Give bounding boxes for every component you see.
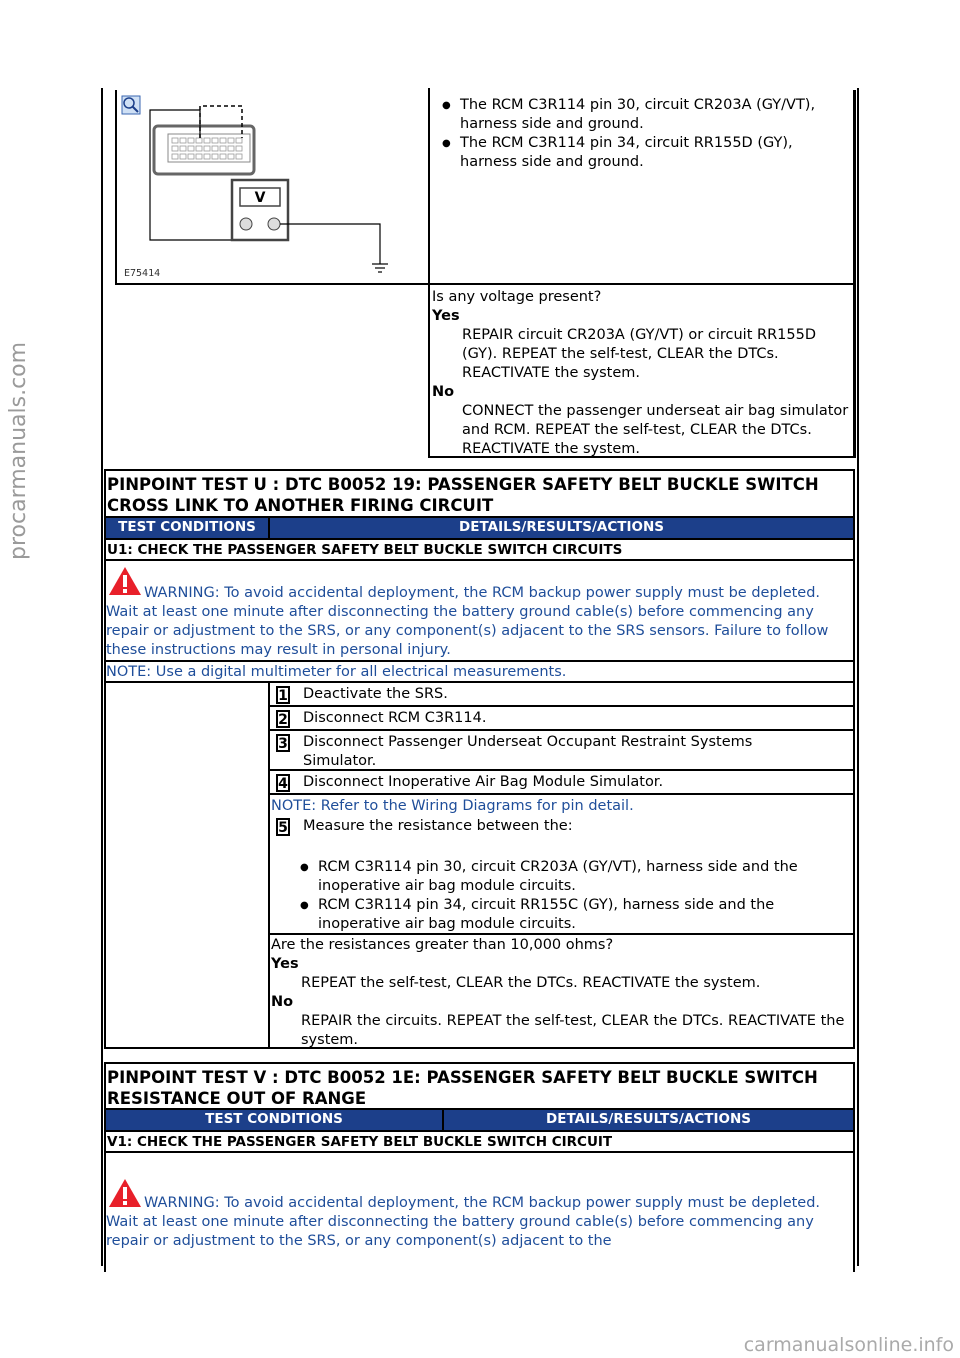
step-text: Disconnect Inoperative Air Bag Module Simulator. <box>303 774 664 790</box>
test-u-warning: WARNING: To avoid accidental deployment, the RCM backup power supply must be depleted. Wait at least one minute after disconnecting the battery ground cable(s) before commencing any repair or adjustment to the SRS, or any component(s) adjacent to the SRS sensors. Failure to follow these instructions may result in personal injury. <box>106 585 829 658</box>
step-number: 1 <box>276 686 290 704</box>
wiring-figure <box>118 92 426 282</box>
test-v-warning: WARNING: To avoid accidental deployment, the RCM backup power supply must be depleted. Wait at least one minute after disconnecting the battery ground cable(s) before commencing any repair or adjustment to the SRS, or any component(s) adjacent to the <box>106 1195 821 1249</box>
top-question-block <box>432 288 854 459</box>
bullet-item: ● The RCM C3R114 pin 34, circuit RR155D (GY), harness side and ground. <box>440 134 850 172</box>
step-number: 5 <box>276 818 290 836</box>
site-watermark-vertical: procarmanuals.com <box>6 341 31 560</box>
step-number: 4 <box>276 774 290 792</box>
step-number: 2 <box>276 710 290 728</box>
top-table-divider <box>428 88 430 458</box>
no-action: REPAIR the circuits. REPEAT the self-test, CLEAR the DTCs. REACTIVATE the system. <box>301 1013 845 1048</box>
test-u-col-conditions: TEST CONDITIONS <box>106 518 268 538</box>
zoom-icon <box>122 96 140 114</box>
yes-label: Yes <box>432 308 460 324</box>
test-u-col-details: DETAILS/RESULTS/ACTIONS <box>270 518 853 538</box>
step-text: Disconnect Passenger Underseat Occupant Restraint Systems Simulator. <box>303 734 753 769</box>
no-label: No <box>432 384 455 400</box>
top-table-row-divider <box>115 283 856 285</box>
question-text: Are the resistances greater than 10,000 ohms? <box>271 937 614 953</box>
test-u-title: PINPOINT TEST U : DTC B0052 19: PASSENGER SAFETY BELT BUCKLE SWITCH CROSS LINK TO ANOTHER FIRING CIRCUIT <box>107 475 819 515</box>
top-bullet-list <box>440 96 850 172</box>
no-label: No <box>271 994 294 1010</box>
test-v-col-details: DETAILS/RESULTS/ACTIONS <box>444 1110 853 1130</box>
svg-text:V: V <box>254 190 266 206</box>
no-action: CONNECT the passenger underseat air bag simulator and RCM. REPEAT the self-test, CLEAR the DTCs. REACTIVATE the system. <box>462 403 849 457</box>
right-margin-line <box>857 88 859 1266</box>
step-text: Measure the resistance between the: <box>303 818 573 834</box>
yes-action: REPAIR circuit CR203A (GY/VT) or circuit RR155D (GY). REPEAT the self-test, CLEAR the DTCs. REACTIVATE the system. <box>462 327 816 381</box>
yes-label: Yes <box>271 956 299 972</box>
voltmeter-diagram <box>118 92 426 282</box>
yes-action: REPEAT the self-test, CLEAR the DTCs. REACTIVATE the system. <box>301 975 761 991</box>
svg-text:E75414: E75414 <box>124 268 161 279</box>
bullet-item: ● RCM C3R114 pin 34, circuit RR155C (GY), harness side and the inoperative air bag module circuits. <box>298 896 846 934</box>
step-number: 3 <box>276 734 290 752</box>
ground-symbol <box>372 264 388 272</box>
test-v-col-conditions: TEST CONDITIONS <box>106 1110 442 1130</box>
step-text: Disconnect RCM C3R114. <box>303 710 487 726</box>
test-u-question-block <box>271 936 851 1050</box>
bullet-item: ● RCM C3R114 pin 30, circuit CR203A (GY/VT), harness side and the inoperative air bag module circuits. <box>298 858 846 896</box>
test-u-step-title: U1: CHECK THE PASSENGER SAFETY BELT BUCKLE SWITCH CIRCUITS <box>107 542 623 558</box>
step5-bullet-list <box>298 858 846 934</box>
test-u-note: NOTE: Use a digital multimeter for all electrical measurements. <box>106 664 567 680</box>
test-v-title: PINPOINT TEST V : DTC B0052 1E: PASSENGER SAFETY BELT BUCKLE SWITCH RESISTANCE OUT OF RANGE <box>107 1068 818 1108</box>
question-text: Is any voltage present? <box>432 289 602 305</box>
step-text: Deactivate the SRS. <box>303 686 448 702</box>
bullet-item: ● The RCM C3R114 pin 30, circuit CR203A (GY/VT), harness side and ground. <box>440 96 850 134</box>
test-u-note-wiring: NOTE: Refer to the Wiring Diagrams for pin detail. <box>271 798 634 814</box>
left-margin-line <box>101 88 103 1266</box>
test-v-step-title: V1: CHECK THE PASSENGER SAFETY BELT BUCKLE SWITCH CIRCUIT <box>107 1134 613 1150</box>
footer-watermark: carmanualsonline.info <box>743 1334 954 1356</box>
